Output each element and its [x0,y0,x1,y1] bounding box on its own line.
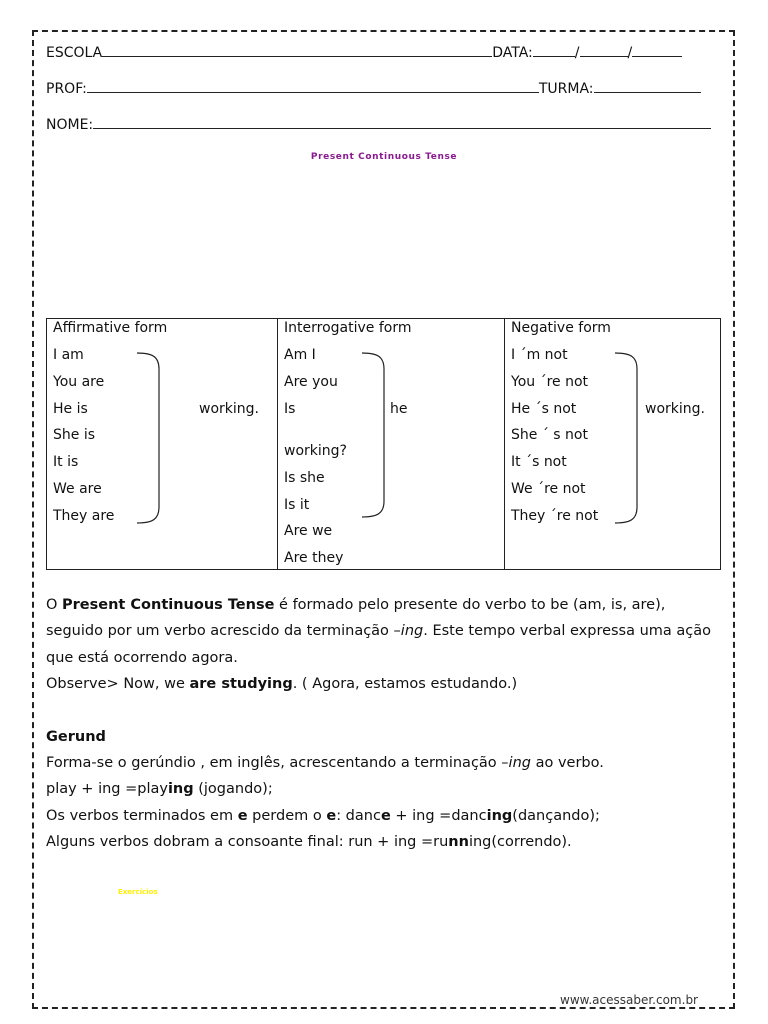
data-day-field[interactable] [533,44,575,57]
negative-row: You ´re not [511,374,589,390]
prof-line [46,80,701,97]
escola-field[interactable] [102,44,492,57]
nome-field[interactable] [93,116,711,129]
right-brace-icon [133,349,169,527]
interrogative-he: he [390,401,408,417]
letter-bold: e [380,807,391,824]
intro-paragraph [46,592,722,671]
turma-label: TURMA: [538,81,594,97]
interrogative-header: Interrogative form [284,320,412,336]
text-span: . ( Agora, estamos estudando.) [292,676,518,693]
interrogative-row: Am I [284,347,316,363]
text-span: : danc [336,807,381,824]
page-title: Present Continuous Tense [310,152,458,162]
data-month-field[interactable] [580,44,628,57]
suffix-bold: ing [486,807,513,824]
text-span: O [46,597,63,613]
explanation-text [46,592,722,856]
right-brace-icon [611,349,647,527]
negative-row: I ´m not [511,347,568,363]
data-separator: / [627,45,633,61]
negative-column [505,319,721,570]
text-span: . Este tempo verbal expressa uma ação que está ocorrendo agora. [46,623,712,666]
letters-bold: nn [448,834,469,851]
gerund-line [46,776,722,802]
forms-table [46,318,721,570]
affirmative-header: Affirmative form [53,320,168,336]
affirmative-row: They are [53,508,115,524]
affirmative-row: We are [53,481,102,497]
interrogative-row: Is [284,401,296,417]
text-span: Forma-se o gerúndio , em inglês, acrescentando a terminação – [46,755,509,772]
negative-row: He ´s not [511,401,577,417]
suffix-bold: ing [167,781,194,798]
interrogative-row: Are we [284,523,333,539]
suffix-italic: ing [508,755,531,772]
example-bold: are studying [189,676,293,693]
escola-line [46,44,682,61]
text-span: Alguns verbos dobram a consoante final: run + ing =ru [46,834,449,851]
data-label: DATA: [492,45,533,61]
negative-row: We ´re not [511,481,586,497]
data-year-field[interactable] [632,44,682,57]
interrogative-column [278,319,505,570]
text-span: (dançando); [512,807,600,824]
negative-row: It ´s not [511,454,567,470]
prof-label: PROF: [46,81,87,97]
text-span: perdem o [247,807,327,824]
escola-label: ESCOLA [46,45,103,61]
text-span: é formado pelo presente do verbo to be (am, is, are), seguido por um verbo acrescido da terminação – [46,597,666,640]
right-brace-icon [358,349,394,521]
negative-row: She ´ s not [511,427,588,443]
affirmative-column [47,319,278,570]
interrogative-row: Are you [284,374,338,390]
exercises-label: Exercícios [118,888,158,896]
affirmative-row: I am [53,347,84,363]
interrogative-verb: working? [284,443,347,459]
interrogative-row: Is she [284,470,325,486]
negative-row: They ´re not [511,508,599,524]
gerund-line [46,803,722,829]
interrogative-row: Is it [284,497,310,513]
footer-url[interactable]: www.acessaber.com.br [560,993,698,1007]
gerund-line [46,750,722,776]
text-span: (jogando); [193,781,273,798]
turma-field[interactable] [594,80,701,93]
text-span: + ing =danc [390,807,487,824]
example-line [46,671,722,697]
gerund-line [46,829,722,855]
nome-label: NOME: [46,117,94,133]
text-span: Os verbos terminados em [46,807,238,824]
affirmative-row: You are [53,374,105,390]
text-span: ing(correndo). [468,834,572,851]
negative-header: Negative form [511,320,611,336]
affirmative-row: She is [53,427,96,443]
negative-verb: working. [645,401,705,417]
suffix-italic: ing [400,623,424,640]
prof-field[interactable] [87,80,539,93]
affirmative-row: He is [53,401,88,417]
nome-line [46,116,711,133]
affirmative-row: It is [53,454,79,470]
text-span: ao verbo. [530,755,604,772]
interrogative-row: Are they [284,550,344,566]
text-span: Observe> Now, we [46,676,190,693]
term-bold: Present Continuous Tense [62,597,275,613]
text-span: play + ing =play [46,781,168,798]
gerund-heading: Gerund [46,728,106,745]
affirmative-verb: working. [199,401,259,417]
letter-bold: e [326,807,337,824]
letter-bold: e [237,807,248,824]
data-separator: / [574,45,580,61]
